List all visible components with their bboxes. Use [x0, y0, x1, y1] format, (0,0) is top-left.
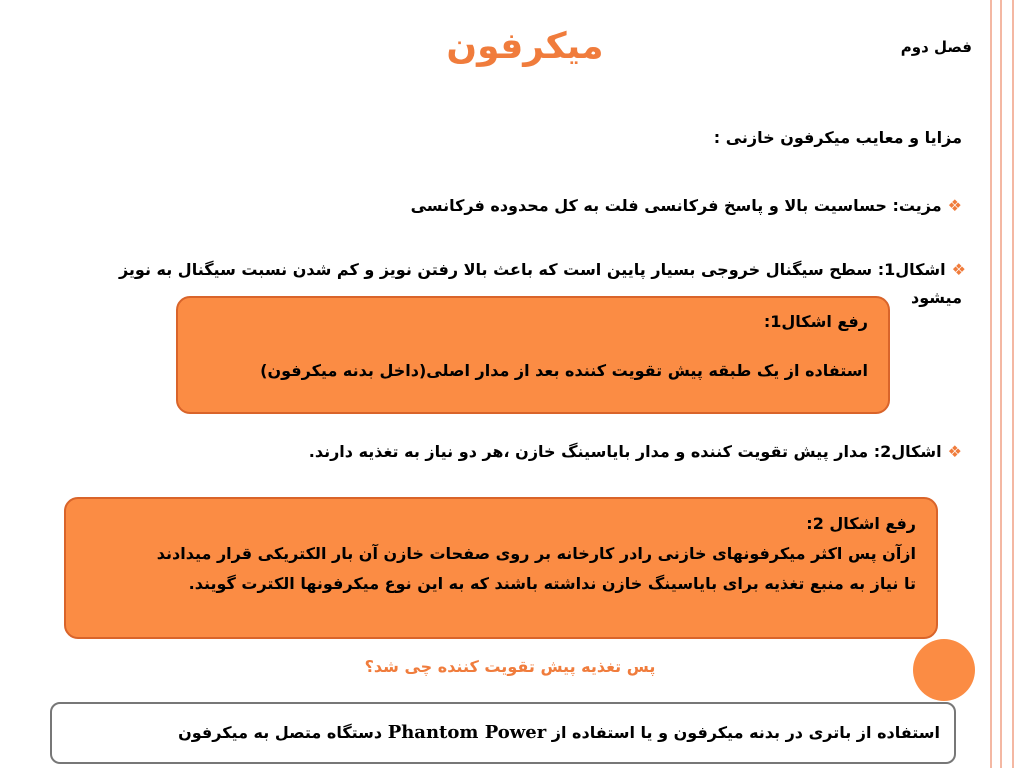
solution1-box [176, 296, 890, 414]
problem2-line [309, 442, 962, 461]
diamond-bullet-icon: ❖ [947, 196, 962, 215]
solution1-text: استفاده از یک طبقه پیش تقویت کننده بعد از مدار اصلی(داخل بدنه میکرفون) [260, 361, 868, 380]
solution2-line1: ازآن پس اکثر میکرفونهای خازنی رادر کارخانه بر روی صفحات خازن آن بار الکتریکی قرار میدادند [156, 544, 916, 563]
solution2-line2: تا نیاز به منبع تغذیه برای بایاسینگ خازن نداشته باشند که به این نوع میکرفونها الکترت گویند. [188, 574, 916, 593]
answer-box [50, 702, 956, 764]
question-text: پس تغذیه پیش تقویت کننده چی شد؟ [364, 657, 656, 676]
problem1-line [119, 260, 966, 279]
problem2-text: اشکال2: مدار پیش تقویت کننده و مدار بایاسینگ خازن ،هر دو نیاز به تغذیه دارند. [308, 442, 942, 461]
diamond-bullet-icon: ❖ [947, 442, 962, 461]
solution2-title: رفع اشکال 2: [806, 514, 916, 533]
answer-part1: استفاده از باتری در بدنه میکرفون و یا استفاده از [551, 723, 940, 742]
frame-line-2 [1000, 0, 1002, 768]
slide-title: میکرفون [446, 26, 604, 67]
solution1-title: رفع اشکال1: [763, 312, 868, 331]
solution2-box [64, 497, 938, 639]
problem1-continuation: میشود [911, 288, 962, 307]
advantage-line [411, 196, 962, 215]
decorative-circle [913, 639, 975, 701]
answer-latin: Phantom Power [387, 722, 547, 743]
advantage-text: مزیت: حساسیت بالا و پاسخ فرکانسی فلت به کل محدوده فرکانسی [410, 196, 942, 215]
frame-line-3 [1012, 0, 1014, 768]
section-heading: مزایا و معایب میکرفون خازنی : [713, 128, 962, 147]
frame-line-1 [990, 0, 992, 768]
chapter-label: فصل دوم [900, 38, 972, 56]
answer-part2: دستگاه متصل به میکرفون [178, 723, 383, 742]
diamond-bullet-icon: ❖ [951, 260, 966, 279]
problem1-text: اشکال1: سطح سیگنال خروجی بسیار پایین است که باعث بالا رفتن نویز و کم شدن نسبت سیگنال به نویز [118, 260, 946, 279]
